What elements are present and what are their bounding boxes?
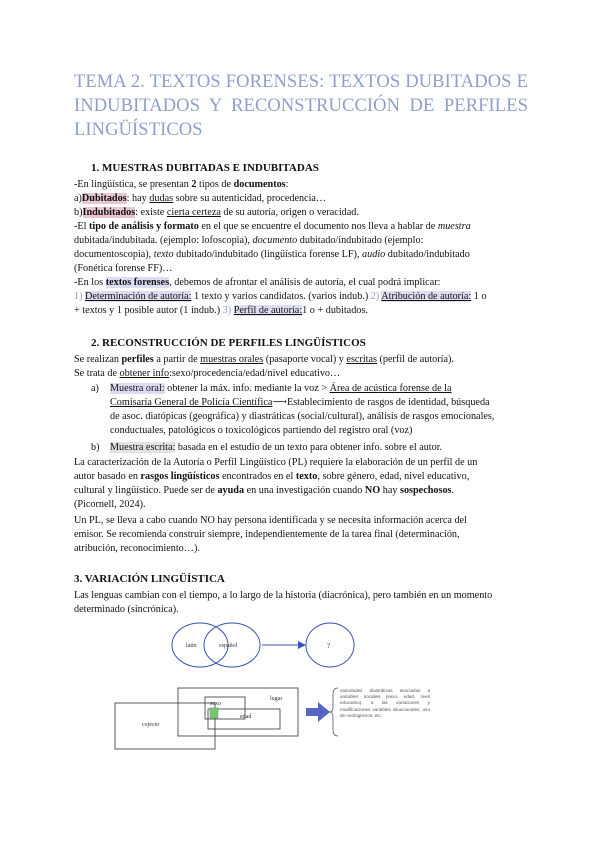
s2-caracterizacion-line3: cultural y lingüístico. Puede ser de ayuda en una investigación cuando NO hay sospechosos. [74,485,455,496]
s2-perfiles: Se realizan perfiles a partir de muestras orales (pasaporte vocal) y escritas (perfil de autoría). [74,354,454,365]
s2-caracterizacion-line1: La caracterización de la Autoría o Perfil Lingüístico (PL) requiere la elaboración de un perfil de un [74,457,478,468]
s1-tipo-line4: (Fonética forense FF)… [74,263,173,274]
s2-pl-line3: atribución, reconocimiento…). [74,543,200,554]
muestra-oral-line2: Comisaría General de Policía Científica⟶Establecimiento de rasgos de identidad, búsqueda [110,397,490,408]
muestra-escrita: Muestra escrita: basada en el estudio de un texto para obtener info. sobre el autor. [110,442,443,453]
diagram-note: variedades diastráticas asociadas a variables sociales (sexo, edad, nivel educativo), a las variaciones y modificaciones variables situacionales, uso de neologismos, etc. [340,688,430,718]
s1-indubitados: b)Indubitados: existe cierta certeza de su autoría, origen o veracidad. [74,207,359,218]
s3-line1: Las lenguas cambian con el tiempo, a lo largo de la historia (diacrónica), pero también en un momento [74,590,493,601]
arrow-head [298,641,306,649]
box-lugar [178,688,298,736]
circle-latin [172,623,228,667]
circle-espanol-label: español [219,643,238,649]
box-sexo-label: sexo [210,701,221,707]
page-title: TEMA 2. TEXTOS FORENSES: TEXTOS DUBITADOS E INDUBITADOS Y RECONSTRUCCIÓN DE PERFILES LINGÜÍSTICOS [74,72,528,140]
section-3-heading: 3. VARIACIÓN LINGÜÍSTICA [74,573,225,585]
box-sexo [205,697,245,719]
muestra-oral-line3: de asoc. diatópicas (geográfica) y diastráticas (social/cultural), análisis de rasgos emocionales, [110,411,495,422]
box-cojecer [115,703,215,749]
s2-pl-line2: emisor. Se recomienda construir siempre, independientemente de la tarea final (determinación, [74,529,460,540]
s1-tipo-line3: documentoscopia), texto dubitado/indubitado (lingüística forense LF), audio dubitado/indubitado [74,249,470,260]
circle-latin-label: latin [186,643,197,649]
circle-espanol [204,623,260,667]
muestra-oral-line1: Muestra oral: obtener la máx. info. mediante la voz > Área de acústica forense de la [110,383,452,394]
s2-obtener-info: Se trata de obtener info:sexo/procedencia/edad/nivel educativo… [74,368,341,379]
list-marker-b: b) [91,442,100,453]
s2-caracterizacion-line4: (Picornell, 2024). [74,499,146,510]
s1-tipo-line1: -El tipo de análisis y formato en el que se encuentre el documento nos lleva a hablar de muestra [74,221,471,232]
s1-tipo-line2: dubitada/indubitada. (ejemplo: lofoscopia), documento dubitado/indubitado (ejemplo: [74,235,424,246]
s1-intro: -En lingüística, se presentan 2 tipos de documentos: [74,179,289,190]
box-lugar-label: lugar [270,696,283,702]
section-1-heading: 1. MUESTRAS DUBITADAS E INDUBITADAS [91,162,319,174]
list-marker-a: a) [91,383,99,394]
box-edad-label: edad [240,714,252,720]
circle-unknown [306,623,354,667]
s1-autoria-line1: 1) Determinación de autoría: 1 texto y varios candidatos. (varios indub.) 2) Atribución de autoría: 1 o [74,291,487,302]
box-edad [208,709,280,729]
s1-textos-forenses: -En los textos forenses, debemos de afrontar el análisis de autoría, el cual podrá implicar: [74,277,441,288]
s3-line2: determinado (sincrónica). [74,604,179,615]
block-arrow [306,702,330,722]
brace [329,688,338,736]
s1-autoria-line2: + textos y 1 posible autor (1 indub.) 3) Perfil de autoría:1 o + dubitados. [74,305,368,316]
muestra-oral-line4: conductuales, patológicos o toxicológicos partiendo del registro oral (voz) [110,425,413,436]
box-overlap [210,708,218,718]
s2-pl-line1: Un PL, se lleva a cabo cuando NO hay persona identificada y se necesita información acerca del [74,515,467,526]
circle-unknown-label: ? [327,642,331,650]
s1-dubitados: a)Dubitados: hay dudas sobre su autenticidad, procedencia… [74,193,327,204]
section-2-heading: 2. RECONSTRUCCIÓN DE PERFILES LINGÜÍSTICOS [91,337,366,349]
box-cojecer-label: cojecer [142,722,160,728]
s2-caracterizacion-line2: autor basado en rasgos lingüísticos encontrados en el texto, sobre género, edad, nivel educativo, [74,471,470,482]
